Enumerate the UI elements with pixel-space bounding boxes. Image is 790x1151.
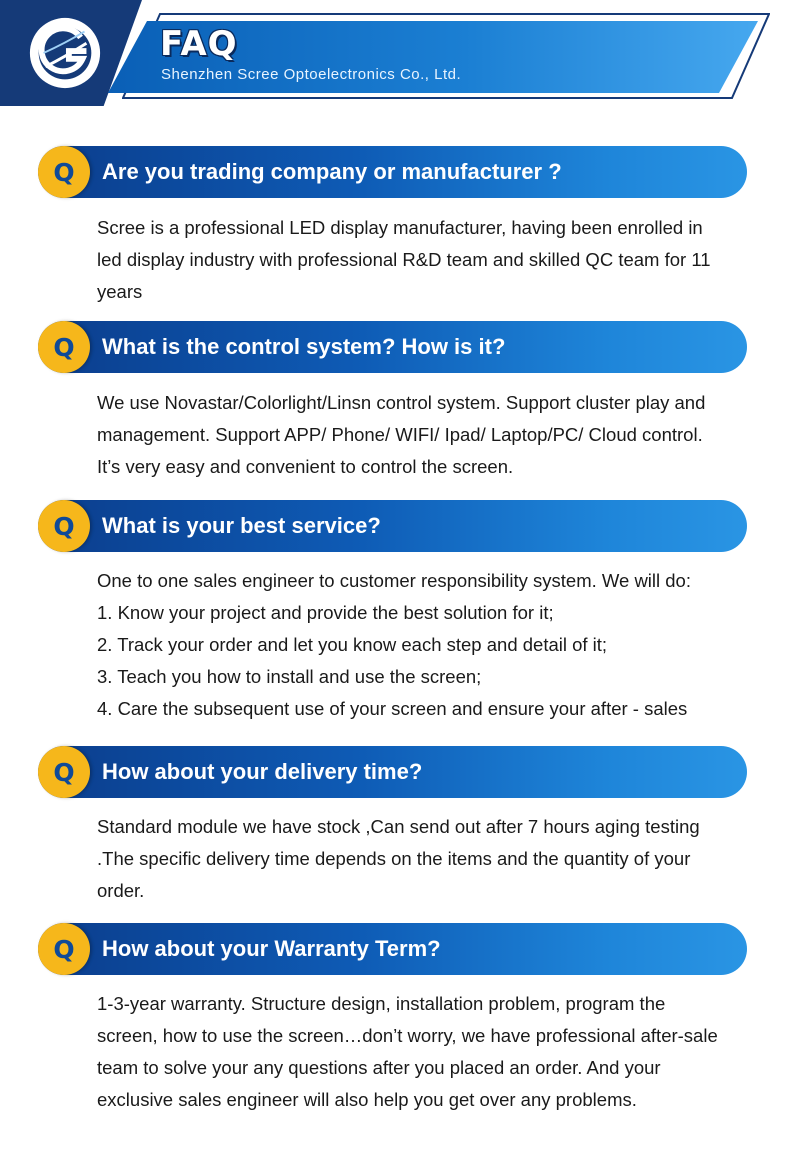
answer-line: years — [97, 281, 143, 302]
question-text: How about your delivery time? — [102, 759, 423, 784]
q-badge-icon — [38, 321, 90, 373]
answer-line: Scree is a professional LED display manufacturer, having been enrolled in — [97, 217, 703, 238]
question-text: Are you trading company or manufacturer ? — [102, 159, 562, 184]
answer-line: 3. Teach you how to install and use the screen; — [97, 666, 482, 687]
answer-line: 1-3-year warranty. Structure design, installation problem, program the — [97, 993, 666, 1014]
page-title: FAQ — [160, 24, 238, 64]
q-badge-icon — [38, 500, 90, 552]
answer-text — [97, 212, 757, 308]
scree-logo-icon — [26, 14, 104, 92]
answer-line: One to one sales engineer to customer responsibility system. We will do: — [97, 570, 691, 591]
q-badge-icon — [38, 146, 90, 198]
answer-line: management. Support APP/ Phone/ WIFI/ Ipad/ Laptop/PC/ Cloud control. — [97, 424, 703, 445]
answer-line: 1. Know your project and provide the best solution for it; — [97, 602, 554, 623]
answer-line: 4. Care the subsequent use of your screen and ensure your after - sales — [97, 698, 688, 719]
page-header — [0, 0, 790, 110]
answer-line: .The specific delivery time depends on the items and the quantity of your — [97, 848, 691, 869]
answer-text — [97, 811, 757, 907]
answer-line: exclusive sales engineer will also help you get over any problems. — [97, 1089, 637, 1110]
question-text: What is the control system? How is it? — [102, 334, 506, 359]
answer-line: We use Novastar/Colorlight/Linsn control system. Support cluster play and — [97, 392, 706, 413]
answer-line: led display industry with professional R&D team and skilled QC team for 11 — [97, 249, 711, 270]
q-badge-letter: Q — [53, 332, 75, 362]
question-text: How about your Warranty Term? — [102, 936, 441, 961]
q-badge-letter: Q — [53, 934, 75, 964]
q-badge-icon — [38, 923, 90, 975]
q-badge-letter: Q — [53, 157, 75, 187]
answer-line: team to solve your any questions after you placed an order. And your — [97, 1057, 661, 1078]
company-name: Shenzhen Scree Optoelectronics Co., Ltd. — [161, 66, 462, 83]
q-badge-letter: Q — [53, 511, 75, 541]
answer-text — [97, 988, 757, 1116]
q-badge-letter: Q — [53, 757, 75, 787]
question-text: What is your best service? — [102, 513, 381, 538]
answer-text — [97, 565, 757, 725]
answer-line: It’s very easy and convenient to control the screen. — [97, 456, 514, 477]
answer-line: 2. Track your order and let you know each step and detail of it; — [97, 634, 608, 655]
answer-line: Standard module we have stock ,Can send out after 7 hours aging testing — [97, 816, 700, 837]
q-badge-icon — [38, 746, 90, 798]
answer-text — [97, 387, 757, 483]
answer-line: order. — [97, 880, 145, 901]
answer-line: screen, how to use the screen…don’t worry, we have professional after-sale — [97, 1025, 718, 1046]
